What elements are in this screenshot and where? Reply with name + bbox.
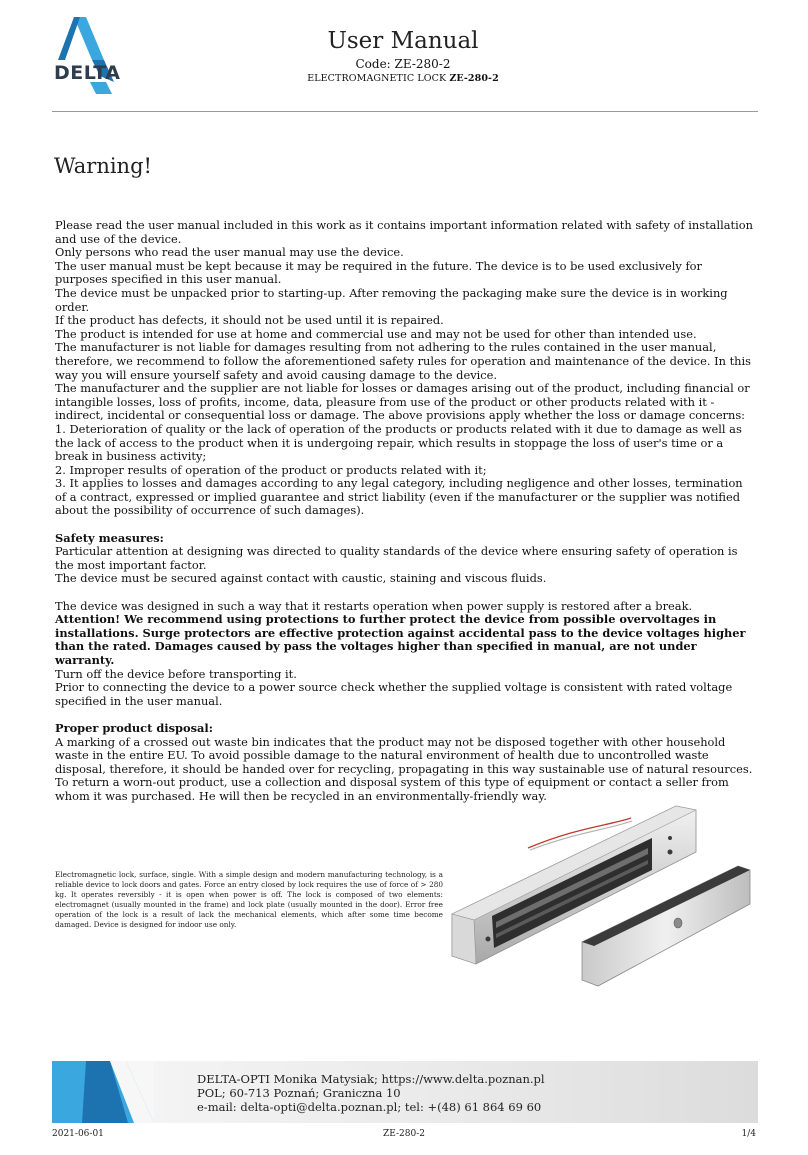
document-subtitle: ELECTROMAGNETIC LOCK ZE-280-2 <box>307 73 499 84</box>
footer-logo-graphic <box>52 1061 154 1123</box>
paragraph: The manufacturer is not liable for damages resulting from not adhering to the rules contained in the user manual, therefore, we recommend to follow the aforementioned safety rules for operation and maintenance of the device. In this way you will ensure yourself safety and avoid causing damage to the device. <box>55 340 751 382</box>
page-number: 1/4 <box>741 1129 756 1139</box>
attention-paragraph: Attention! We recommend using protections to further protect the device from possible overvoltages in installations. Surge protectors are effective protection against accidental pass to the device voltages higher than the rated. Damages caused by pass the voltages higher than specified in manual, are not under warranty. <box>55 612 746 667</box>
paragraph: Particular attention at designing was directed to quality standards of the device where ensuring safety of operation is the most important factor. <box>55 544 738 572</box>
paragraph: 2. Improper results of operation of the product or products related with it; <box>55 462 487 477</box>
paragraph: Prior to connecting the device to a power source check whether the supplied voltage is consistent with rated voltage specified in the user manual. <box>55 680 733 708</box>
paragraph: The user manual must be kept because it may be required in the future. The device is to be used exclusively for purposes specified in this user manual. <box>55 258 702 287</box>
company-line: DELTA-OPTI Monika Matysiak; https://www.delta.poznan.pl <box>197 1072 545 1086</box>
manual-body <box>55 219 755 804</box>
disposal-heading: Proper product disposal: <box>55 720 213 735</box>
paragraph: 1. Deterioration of quality or the lack of operation of the products or products related with it due to damage as well as the lack of access to the product when it is undergoing repair, which results in stoppage the loss of user's time or a break in business activity; <box>55 421 742 464</box>
warning-heading: Warning! <box>54 154 152 178</box>
page-code: ZE-280-2 <box>383 1129 425 1139</box>
paragraph: The device must be unpacked prior to starting-up. After removing the packaging make sure the device is in working order. <box>55 285 728 314</box>
paragraph: 3. It applies to losses and damages according to any legal category, including negligence and other losses, termination of a contract, expressed or implied guarantee and strict liability (even if the manufacturer or the supplier was notified about the possibility of occurrence of such damages). <box>55 476 743 518</box>
paragraph: To return a worn-out product, use a collection and disposal system of this type of equipment or contact a seller from whom it was purchased. He will then be recycled in an environmentally-friendly way. <box>55 775 729 803</box>
delta-logo <box>52 16 134 96</box>
address-line: POL; 60-713 Poznań; Graniczna 10 <box>197 1086 401 1100</box>
company-contact <box>197 1072 545 1114</box>
paragraph: A marking of a crossed out waste bin indicates that the product may not be disposed together with other household waste in the entire EU. To avoid possible damage to the natural environment of health due to uncontrolled waste disposal, therefore, it should be handed over for recycling, propagating in this way sustainable use of natural resources. <box>55 734 753 776</box>
svg-text:DELTA: DELTA <box>54 62 121 84</box>
electromagnetic-lock-image <box>446 796 758 1002</box>
paragraph: Turn off the device before transporting it. <box>55 666 297 681</box>
header-divider <box>52 111 758 112</box>
product-description: Electromagnetic lock, surface, single. With a simple design and modern manufacturing technology, is a reliable device to lock doors and gates. Force an entry closed by lock requires the use of force of > 280 kg. It operates reversibly - it is open when power is off. The lock is composed of two elements: electromagnet (usually mounted in the frame) and lock plate (usually mounted in the door). Error free operation of the lock is a result of lack the mechanical elements, which after some time become damaged. Device is designed for indoor use only. <box>55 870 443 929</box>
contact-line: e-mail: delta-opti@delta.poznan.pl; tel: +(48) 61 864 69 60 <box>197 1100 542 1114</box>
document-code: Code: ZE-280-2 <box>355 57 451 71</box>
document-header <box>250 26 556 86</box>
page-date: 2021-06-01 <box>52 1129 104 1139</box>
paragraph: The device was designed in such a way that it restarts operation when power supply is restored after a break. <box>55 598 693 613</box>
paragraph: Please read the user manual included in this work as it contains important information related with safety of installation and use of the device. <box>55 218 753 246</box>
paragraph: The product is intended for use at home and commercial use and may not be used for other than intended use. <box>55 326 697 341</box>
paragraph: The manufacturer and the supplier are not liable for losses or damages arising out of the product, including financial or intangible losses, loss of profits, income, data, pleasure from use of the product or other products related with it - indirect, incidental or consequential loss or damage. The above provisions apply whether the loss or damage concerns: <box>55 381 750 423</box>
paragraph: The device must be secured against contact with caustic, staining and viscous fluids. <box>55 571 547 586</box>
paragraph: If the product has defects, it should not be used until it is repaired. <box>55 313 444 328</box>
paragraph: Only persons who read the user manual may use the device. <box>55 245 404 260</box>
document-title: User Manual <box>327 28 479 54</box>
safety-heading: Safety measures: <box>55 530 164 545</box>
